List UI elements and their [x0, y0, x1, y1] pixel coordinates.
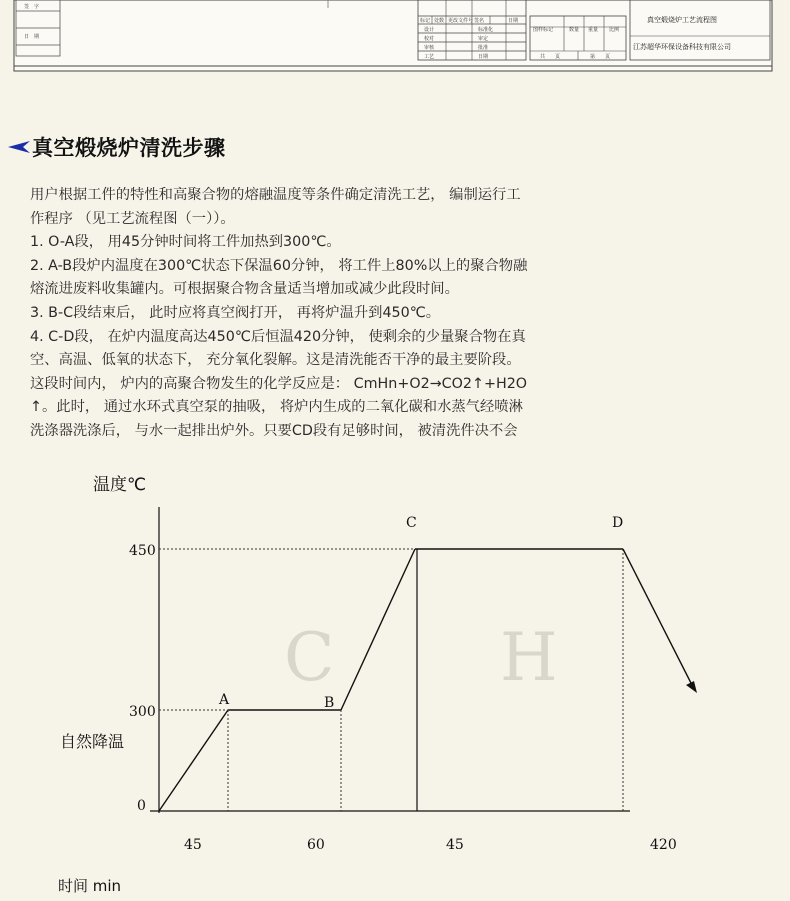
tb-sheet-no: 第 页 — [590, 54, 611, 60]
cooling-label: 自然降温 — [60, 732, 125, 751]
tb-stage-2: 数量 — [569, 27, 580, 33]
arrow-icon — [8, 140, 30, 154]
watermark-c: C — [284, 619, 335, 696]
tb-row3-a: 审核 — [424, 45, 435, 51]
body-line: 2. A-B段炉内温度在300℃状态下保温60分钟， 将工件上80%以上的聚合物融 — [30, 257, 528, 274]
tb-hdr-5: 日期 — [508, 18, 519, 24]
point-label-c: C — [406, 515, 417, 531]
cooling-arrowhead — [686, 681, 697, 693]
tb-hdr-2: 处数 — [434, 18, 445, 24]
tb-sheet-total: 共 页 — [540, 54, 561, 60]
y-tick-label: 450 — [129, 543, 156, 559]
point-label-b: B — [324, 695, 335, 711]
page-title: 真空煅烧炉清洗步骤 — [32, 135, 226, 160]
body-line: 熔流进废料收集罐内。可根据聚合物含量适当增加或减少此段时间。 — [30, 281, 459, 298]
tb-hdr-1: 标记 — [420, 18, 431, 24]
tb-stage-3: 重量 — [588, 27, 599, 33]
body-line: 这段时间内， 炉内的高聚合物发生的化学反应是： CmHn+O2→CO2↑+H2O — [30, 375, 528, 392]
y-tick-label: 300 — [129, 704, 156, 720]
duration-label-cd: 420 — [650, 837, 677, 853]
y-axis-title: 温度℃ — [93, 475, 147, 495]
process-chart — [0, 455, 790, 901]
body-text — [30, 184, 670, 444]
tb-stage-1: 图样标记 — [533, 27, 554, 33]
y-tick-label: 0 — [137, 798, 146, 814]
body-line: 空、高温、低氧的状态下， 充分氧化裂解。这是清洗能否干净的最主要阶段。 — [30, 352, 521, 369]
duration-label-ab: 60 — [307, 837, 325, 853]
duration-label-oa: 45 — [184, 837, 202, 853]
body-line: 作程序 （见工艺流程图（一））。 — [30, 210, 235, 227]
tb-left-cell-1: 签 字 — [24, 4, 40, 10]
tb-row4-c: 日期 — [478, 54, 489, 60]
process-chart-svg — [0, 455, 790, 901]
tb-row1-a: 设计 — [424, 27, 435, 33]
title-block-drawing — [0, 0, 790, 92]
section-heading — [8, 132, 226, 162]
body-line: 4. C-D段， 在炉内温度高达450℃后恒温420分钟， 使剩余的少量聚合物在真 — [30, 328, 526, 345]
process-line-segment — [341, 549, 415, 710]
tb-row2-a: 校对 — [424, 36, 435, 42]
tb-stage-4: 比例 — [609, 27, 620, 33]
tb-left-cell-2: 日 期 — [24, 34, 40, 40]
x-axis-title: 时间 min — [58, 877, 122, 895]
point-label-d: D — [612, 515, 624, 531]
tb-row3-c: 批准 — [478, 45, 489, 51]
duration-label-bc: 45 — [446, 837, 464, 853]
cooling-line — [623, 549, 694, 689]
company-name: 江苏超华环保设备科技有限公司 — [633, 43, 731, 51]
point-label-a: A — [219, 692, 230, 708]
body-line: 1. O-A段， 用45分钟时间将工件加热到300℃。 — [30, 234, 341, 251]
process-line-segment — [159, 710, 228, 811]
tb-hdr-3: 更改文件号 — [448, 18, 474, 24]
tb-row4-a: 工艺 — [424, 54, 435, 60]
drawing-title: 真空煅烧炉工艺流程图 — [647, 16, 717, 24]
title-block — [0, 0, 790, 92]
tb-row1-c: 标准化 — [478, 27, 494, 33]
tb-row2-c: 审定 — [478, 36, 489, 42]
body-line: ↑。此时， 通过水环式真空泵的抽吸， 将炉内生成的二氧化碳和水蒸气经喷淋 — [30, 399, 523, 416]
body-line: 洗涤器洗涤后， 与水一起排出炉外。只要CD段有足够时间， 被清洗件决不会 — [30, 422, 518, 439]
body-line: 用户根据工件的特性和高聚合物的熔融温度等条件确定清洗工艺， 编制运行工 — [30, 187, 521, 203]
body-line: 3. B-C段结束后， 此时应将真空阀打开， 再将炉温升到450℃。 — [30, 304, 441, 321]
tb-hdr-4: 签名 — [474, 18, 485, 24]
watermark-h: H — [500, 619, 558, 696]
